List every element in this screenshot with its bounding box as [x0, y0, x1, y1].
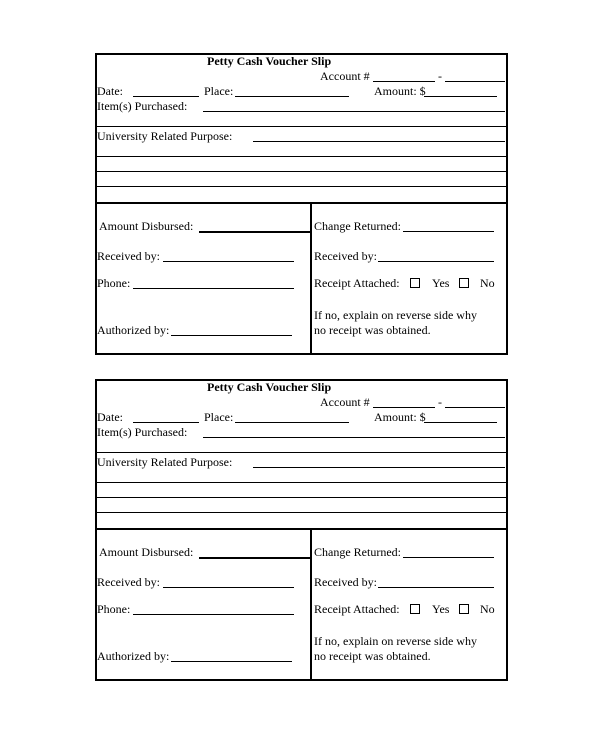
items-purchased-label: Item(s) Purchased: [97, 425, 188, 439]
explain-note-line1: If no, explain on reverse side why [314, 634, 477, 648]
authorized-by-field[interactable] [171, 335, 292, 336]
received-by-field[interactable] [163, 587, 294, 588]
received-by-label: Received by: [314, 249, 377, 263]
slip-title: Petty Cash Voucher Slip [207, 54, 332, 68]
section-divider [95, 126, 508, 127]
received-by-field[interactable] [378, 261, 494, 262]
purpose-field[interactable] [253, 141, 505, 142]
phone-label: Phone: [97, 602, 131, 616]
section-divider [95, 528, 508, 530]
account-label: Account # [320, 395, 370, 409]
purpose-label: University Related Purpose: [97, 455, 233, 469]
receipt-no-checkbox[interactable] [459, 604, 469, 614]
account-suffix-field[interactable] [445, 81, 505, 82]
date-field[interactable] [133, 422, 199, 423]
place-field[interactable] [235, 96, 349, 97]
receipt-no-checkbox[interactable] [459, 278, 469, 288]
purpose-line[interactable] [95, 497, 508, 498]
account-dash: - [438, 69, 442, 83]
purpose-label: University Related Purpose: [97, 129, 233, 143]
receipt-no-label: No [480, 276, 495, 290]
items-purchased-label: Item(s) Purchased: [97, 99, 188, 113]
receipt-yes-label: Yes [432, 602, 450, 616]
account-field[interactable] [373, 407, 435, 408]
authorized-by-label: Authorized by: [97, 323, 170, 337]
purpose-line[interactable] [95, 171, 508, 172]
section-divider [95, 452, 508, 453]
slip-title: Petty Cash Voucher Slip [207, 380, 332, 394]
account-label: Account # [320, 69, 370, 83]
receipt-yes-label: Yes [432, 276, 450, 290]
amount-label: Amount: $ [374, 410, 426, 424]
date-label: Date: [97, 84, 123, 98]
amount-disbursed-field[interactable] [199, 557, 310, 559]
change-returned-label: Change Returned: [314, 219, 401, 233]
amount-label: Amount: $ [374, 84, 426, 98]
column-divider [310, 528, 312, 679]
receipt-yes-checkbox[interactable] [410, 278, 420, 288]
items-purchased-field[interactable] [203, 111, 505, 112]
change-returned-field[interactable] [403, 231, 494, 232]
authorized-by-label: Authorized by: [97, 649, 170, 663]
phone-field[interactable] [133, 288, 294, 289]
received-by-field[interactable] [378, 587, 494, 588]
place-label: Place: [204, 410, 234, 424]
column-divider [310, 202, 312, 353]
account-dash: - [438, 395, 442, 409]
authorized-by-field[interactable] [171, 661, 292, 662]
amount-disbursed-label: Amount Disbursed: [99, 219, 194, 233]
date-field[interactable] [133, 96, 199, 97]
purpose-line[interactable] [95, 482, 508, 483]
voucher-slip [95, 53, 508, 355]
received-by-label: Received by: [314, 575, 377, 589]
place-label: Place: [204, 84, 234, 98]
account-suffix-field[interactable] [445, 407, 505, 408]
date-label: Date: [97, 410, 123, 424]
purpose-field[interactable] [253, 467, 505, 468]
change-returned-field[interactable] [403, 557, 494, 558]
phone-field[interactable] [133, 614, 294, 615]
voucher-slip [95, 379, 508, 681]
explain-note-line2: no receipt was obtained. [314, 323, 431, 337]
receipt-no-label: No [480, 602, 495, 616]
phone-label: Phone: [97, 276, 131, 290]
amount-disbursed-field[interactable] [199, 231, 310, 233]
explain-note-line2: no receipt was obtained. [314, 649, 431, 663]
received-by-label: Received by: [97, 249, 160, 263]
receipt-yes-checkbox[interactable] [410, 604, 420, 614]
receipt-attached-label: Receipt Attached: [314, 276, 400, 290]
purpose-line[interactable] [95, 186, 508, 187]
purpose-line[interactable] [95, 512, 508, 513]
received-by-label: Received by: [97, 575, 160, 589]
account-field[interactable] [373, 81, 435, 82]
amount-field[interactable] [424, 422, 497, 423]
amount-disbursed-label: Amount Disbursed: [99, 545, 194, 559]
items-purchased-field[interactable] [203, 437, 505, 438]
received-by-field[interactable] [163, 261, 294, 262]
amount-field[interactable] [424, 96, 497, 97]
purpose-line[interactable] [95, 156, 508, 157]
change-returned-label: Change Returned: [314, 545, 401, 559]
explain-note-line1: If no, explain on reverse side why [314, 308, 477, 322]
section-divider [95, 202, 508, 204]
place-field[interactable] [235, 422, 349, 423]
receipt-attached-label: Receipt Attached: [314, 602, 400, 616]
